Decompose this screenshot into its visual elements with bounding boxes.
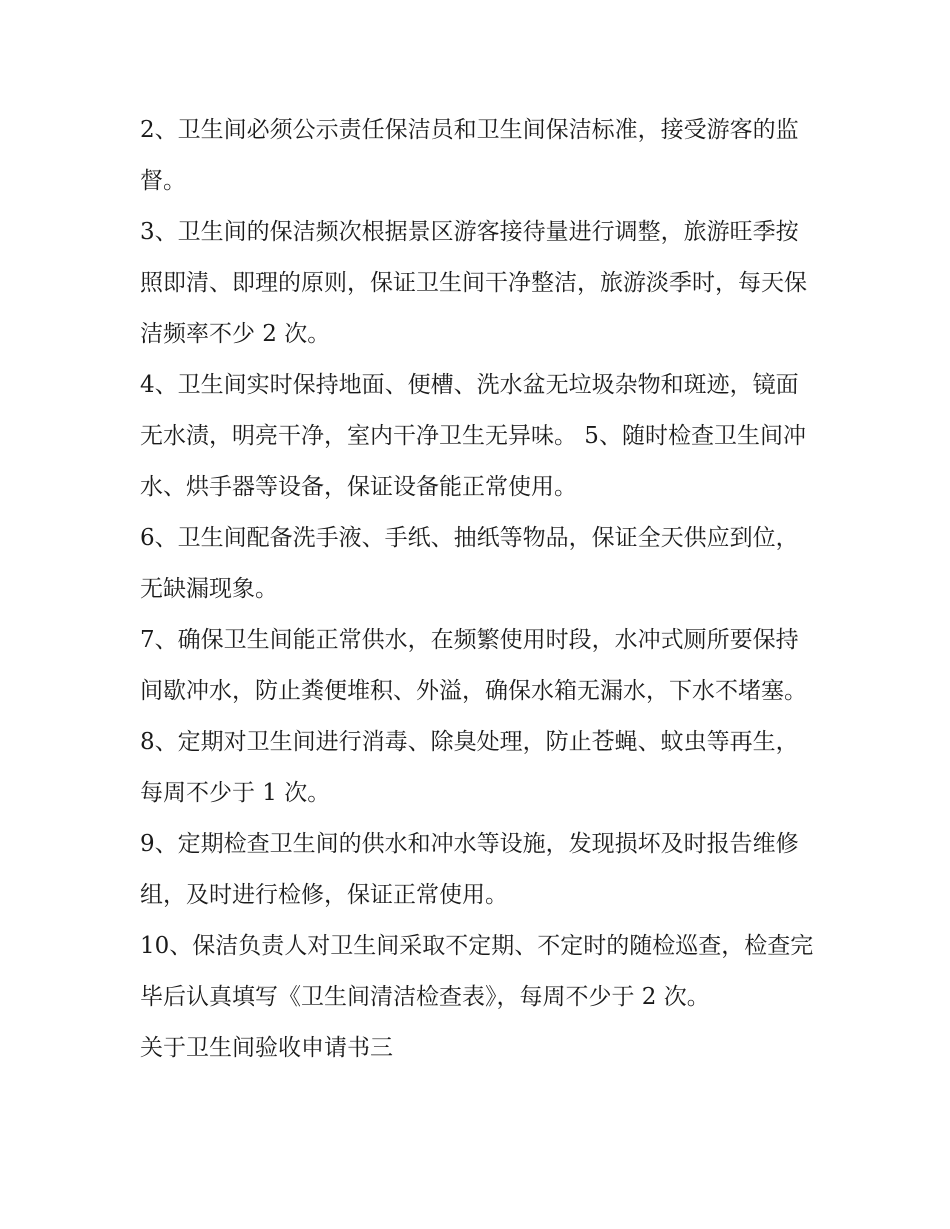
paragraph-item-7: 7、确保卫生间能正常供水，在频繁使用时段，水冲式厕所要保持间歇冲水，防止粪便堆积、外溢，确保水箱无漏水，下水不堵塞。 bbox=[140, 627, 807, 704]
paragraph-item-4-5: 4、卫生间实时保持地面、便槽、洗水盆无垃圾杂物和斑迹，镜面无水渍，明亮干净，室内干净卫生无异味。 5、随时检查卫生间冲水、烘手器等设备，保证设备能正常使用。 bbox=[140, 372, 806, 500]
paragraph-item-9: 9、定期检查卫生间的供水和冲水等设施，发现损坏及时报告维修组，及时进行检修，保证正常使用。 bbox=[140, 831, 799, 908]
section-heading: 关于卫生间验收申请书三 bbox=[140, 1035, 393, 1061]
paragraph-item-8: 8、定期对卫生间进行消毒、除臭处理，防止苍蝇、蚊虫等再生，每周不少于 1 次。 bbox=[140, 729, 799, 806]
paragraph-item-3: 3、卫生间的保洁频次根据景区游客接待量进行调整，旅游旺季按照即清、即理的原则，保证卫生间干净整洁，旅游淡季时，每天保洁频率不少 2 次。 bbox=[140, 219, 807, 347]
paragraph-item-2: 2、卫生间必须公示责任保洁员和卫生间保洁标准，接受游客的监督。 bbox=[140, 117, 799, 194]
document-page bbox=[140, 105, 820, 1074]
paragraph-item-10: 10、保洁负责人对卫生间采取不定期、不定时的随检巡查，检查完毕后认真填写《卫生间清洁检查表》，每周不少于 2 次。 bbox=[140, 933, 814, 1010]
paragraph-item-6: 6、卫生间配备洗手液、手纸、抽纸等物品，保证全天供应到位，无缺漏现象。 bbox=[140, 525, 799, 602]
